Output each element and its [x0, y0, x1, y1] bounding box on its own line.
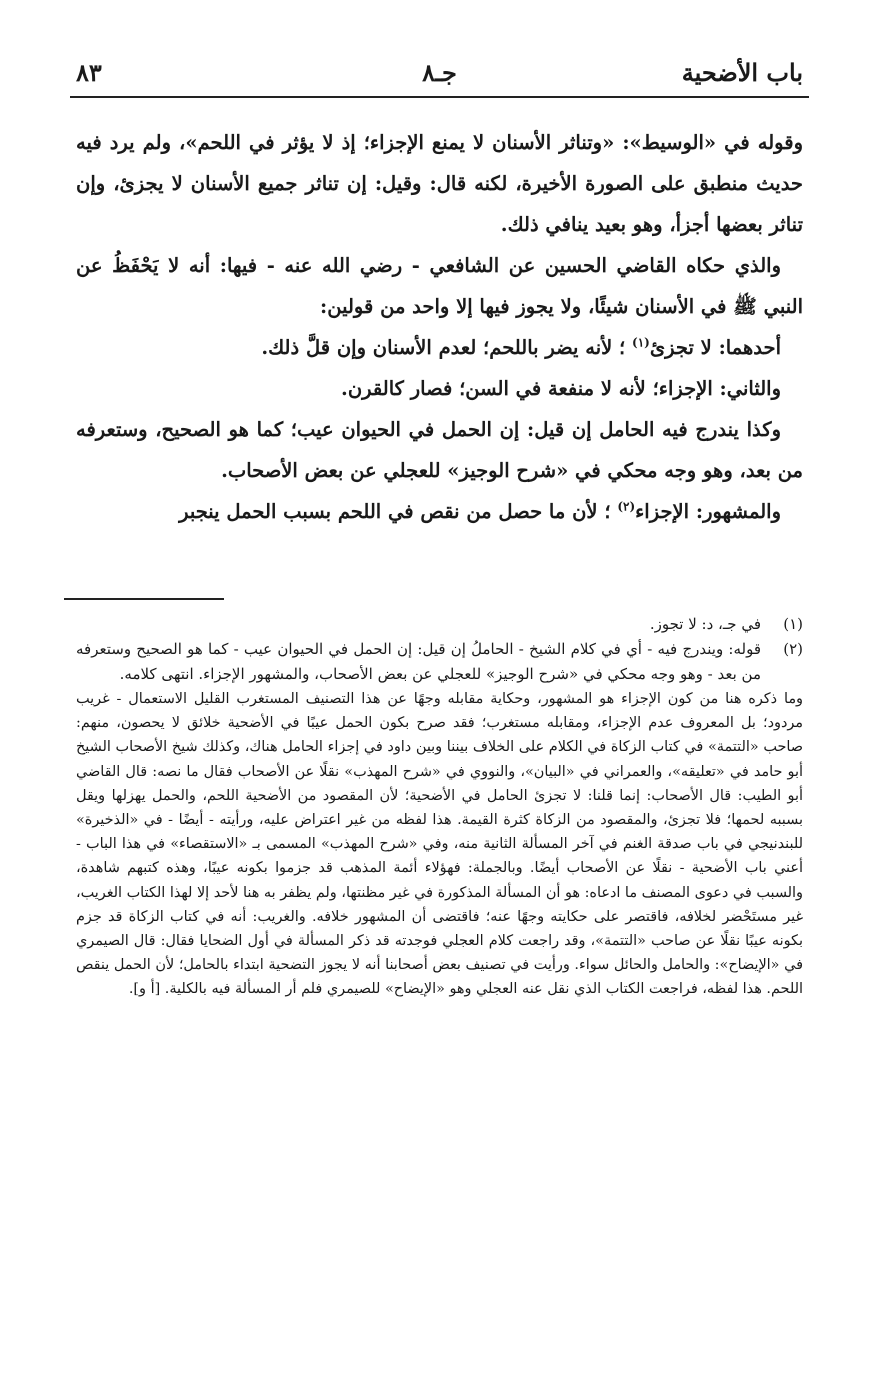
- footnote-commentary: وما ذكره هنا من كون الإجزاء هو المشهور، وحكاية مقابله وجهًا عن هذا التصنيف المستغرب القليل الاستعمال - غريب مردود؛ بل المعروف عدم الإجزاء، ومقابله مستغرب؛ فقد صرح بكون الحمل عيبًا في الأضحية خلائق لا يحصون، منهم: صاحب «التتمة» في كتاب الزكاة في الكلام على الخلاف بيننا وبين داود في إجزاء الحامل هناك، وكذلك شيخ الأصحاب الشيخ أبو حامد في «تعليقه»، والعمراني في «البيان»، والنووي في «شرح المهذب» نقلًا عن الأصحاب فقال ما نصه: قال القاضي أبو الطيب: قال الأصحاب: إنما قلنا: لا تجزئ الحامل في الأضحية؛ لأن المقصود من الأضحية اللحم، والحمل يهزلها ويقل بسببه لحمها؛ فلا تجزئ، والمقصود من الزكاة كثرة القيمة. هذا لفظه من غير اعتراض عليه، ورأيته - أيضًا - في «الذخيرة» للبندنيجي في باب صدقة الغنم في آخر المسألة الثانية منه، وفي «شرح المهذب» المسمى بـ «الاستقصاء» في هذا الباب - أعني باب الأضحية - نقلًا عن الأصحاب أيضًا. وبالجملة: فهؤلاء أئمة المذهب قد جزموا بكونه عيبًا، وهذه كتبهم شاهدة، والسبب في دعوى المصنف ما ادعاه: هو أن المسألة المذكورة في غير مظنتها، ولم يظفر به هنا لأحد إلا لهذا الكتاب الغريب، غير مستَحْضر لخلافه، فاقتصر على حكايته وجهًا عنه؛ فاقتضى أن المشهور خلافه. والغريب: أنه في كتاب الزكاة قد جزم بكونه عيبًا نقلًا عن صاحب «التتمة»، وقد راجعت كلام العجلي فوجدته قد ذكر المسألة في أول الضحايا فقال: قال الصيمري في «الإيضاح»: والحامل والحائل سواء. ورأيت في تصنيف بعض أصحابنا أنه لا يجوز التضحية ابتداء بالحامل؛ لأن الحمل ينقص اللحم. هذا لفظه، فراجعت الكتاب الذي نقل عنه العجلي وهو «الإيضاح» للصيمري فلم أر المسألة فيه بالكلية. [أ و].: [76, 691, 803, 998]
- header-divider: [70, 96, 809, 98]
- chapter-title: باب الأضحية: [681, 58, 803, 87]
- footnote-divider: [64, 598, 224, 600]
- footnote-ref-2: (٢): [617, 499, 636, 514]
- footnote-ref-1: (١): [632, 335, 650, 350]
- footnote-1-text: في جـ، د: لا تجوز.: [649, 615, 761, 633]
- footnote-1: [76, 612, 803, 637]
- page-header: [76, 58, 803, 92]
- paragraph-wasit: وقوله في «الوسيط»: «وتناثر الأسنان لا يمنع الإجزاء؛ إذ لا يؤثر في اللحم»، ولم يرد فيه حديث منطبق على الصورة الأخيرة، لكنه قال: وقيل: إن تناثر جميع الأسنان لا يجزئ، وإن تناثر بعضها أجزأ، وهو بعيد ينافي ذلك.: [76, 131, 803, 236]
- footnote-2-number: (٢): [783, 640, 803, 658]
- footnote-1-number: (١): [783, 615, 803, 633]
- footnotes: [76, 612, 803, 1002]
- mashhur-end: ؛ لأن ما حصل من نقص في اللحم بسبب الحمل ينجبر: [179, 500, 618, 523]
- footnote-2-text: قوله: ويندرج فيه - أي في كلام الشيخ - الحاملُ إن قيل: إن الحمل في الحيوان عيب - كما هو الصحيح وستعرفه من بعد - وهو وجه محكي في «شرح الوجيز» للعجلي عن بعض الأصحاب، والمشهور الإجزاء. انتهى كلامه.: [76, 640, 761, 683]
- paragraph-mashhur: [76, 491, 803, 532]
- paragraph-pregnant: وكذا يندرج فيه الحامل إن قيل: إن الحمل في الحيوان عيب؛ كما هو الصحيح، وستعرفه من بعد، وهو وجه محكي في «شرح الوجيز» للعجلي عن بعض الأصحاب.: [76, 418, 803, 482]
- main-text: [76, 122, 803, 532]
- page-number: ٨٣: [76, 58, 102, 87]
- paragraph-qadi-husayn: والذي حكاه القاضي الحسين عن الشافعي - رضي الله عنه - فيها: أنه لا يَحْفَظُ عن النبي ﷺ في الأسنان شيئًا، ولا يجوز فيها إلا واحد من قولين:: [76, 254, 803, 318]
- mashhur-start: والمشهور: الإجزاء: [635, 500, 781, 523]
- footnote-2: [76, 637, 803, 687]
- opinion-one-end: ؛ لأنه يضر باللحم؛ لعدم الأسنان وإن قلَّ ذلك.: [261, 336, 633, 359]
- paragraph-opinion-two: والثاني: الإجزاء؛ لأنه لا منفعة في السن؛ فصار كالقرن.: [341, 377, 781, 400]
- opinion-one-start: أحدهما: لا تجزئ: [649, 336, 781, 359]
- paragraph-opinion-one: [76, 327, 803, 368]
- volume-number: جـ٨: [422, 58, 457, 87]
